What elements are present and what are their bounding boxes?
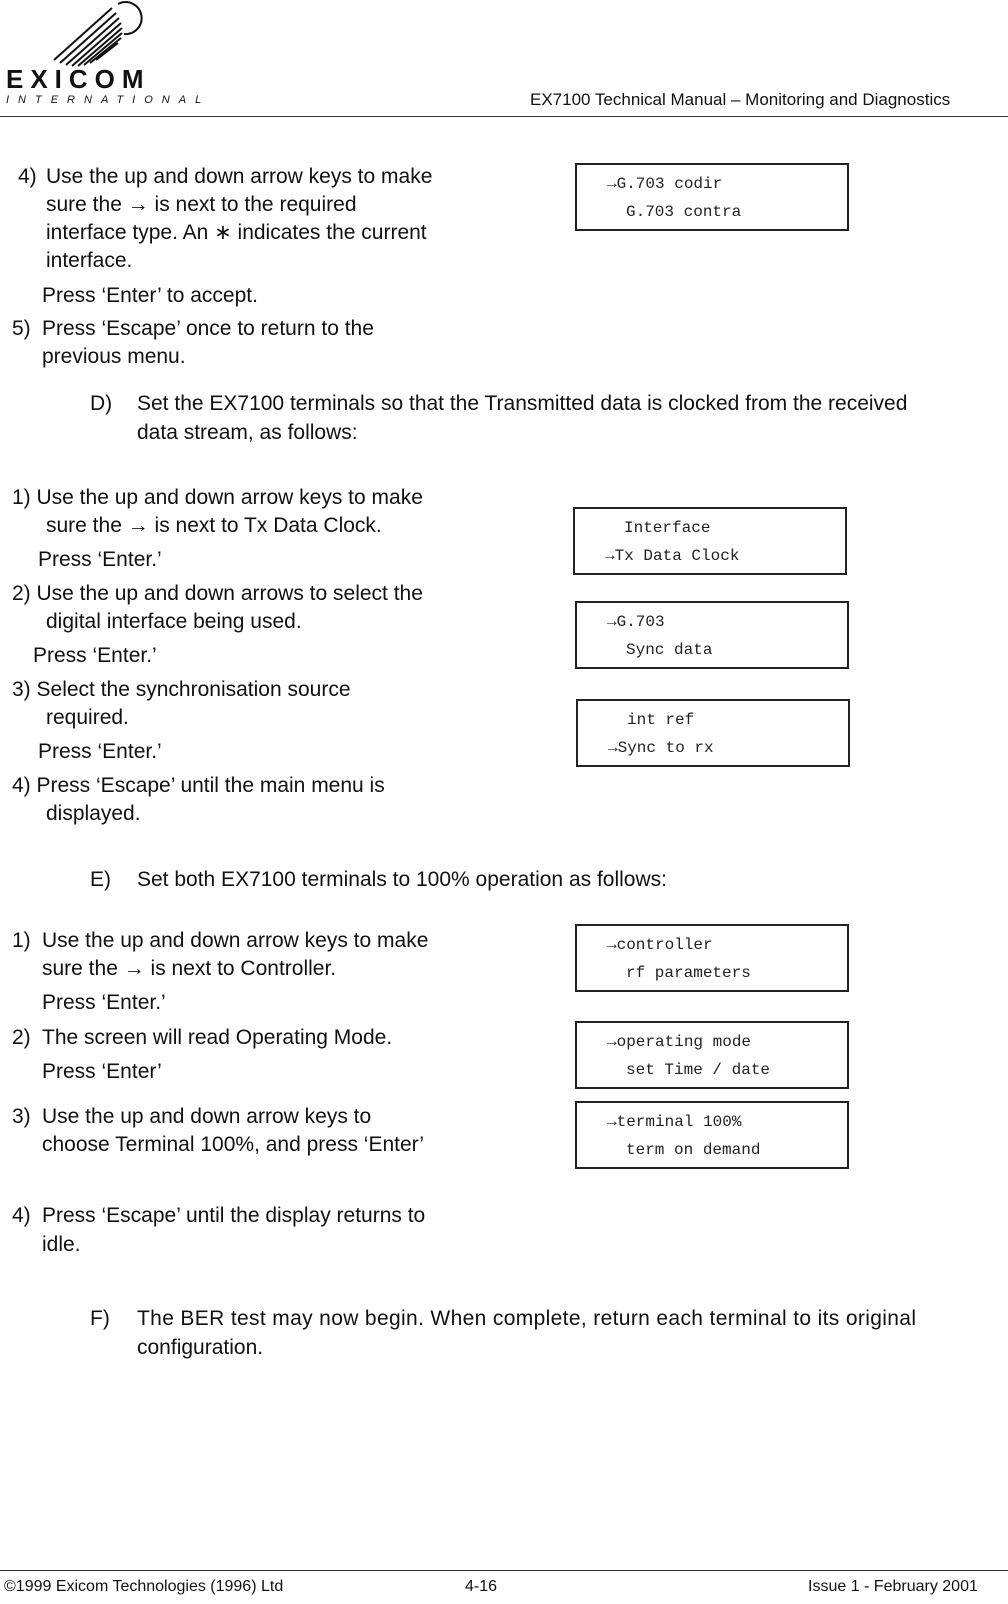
step-text: sure the → is next to the required — [46, 193, 357, 216]
step-num: 4) — [12, 1204, 31, 1227]
step-text: Use the up and down arrow keys to — [42, 1105, 372, 1128]
lcd-line-selected: →controller — [607, 936, 713, 954]
lcd-line: int ref — [627, 711, 695, 729]
step-text: idle. — [42, 1233, 81, 1256]
logo-subtitle: INTERNATIONAL — [6, 94, 211, 106]
section-text: configuration. — [137, 1336, 264, 1359]
section-label: E) — [90, 868, 111, 891]
step-text: previous menu. — [42, 345, 186, 368]
logo-wordmark: EXICOM — [6, 64, 151, 94]
footer-page-number: 4-16 — [465, 1578, 498, 1595]
lcd-screen — [576, 699, 850, 767]
step-press: Press ‘Enter’ — [42, 1060, 162, 1083]
lcd-line: rf parameters — [626, 964, 751, 982]
step-text: sure the → is next to Tx Data Clock. — [46, 514, 382, 537]
step-text: 4) Press ‘Escape’ until the main menu is — [12, 774, 385, 797]
lcd-line-selected: →Tx Data Clock — [605, 547, 740, 565]
step-text: required. — [46, 706, 129, 729]
lcd-screen — [575, 601, 849, 669]
step-text: sure the → is next to Controller. — [42, 957, 337, 980]
step-press: Press ‘Enter.’ — [38, 548, 162, 571]
lcd-line-selected: →terminal 100% — [607, 1113, 742, 1131]
step-press: Press ‘Enter.’ — [42, 991, 166, 1014]
step-num: 4) — [18, 165, 37, 188]
footer-copyright: ©1999 Exicom Technologies (1996) Ltd — [4, 1578, 284, 1595]
step-text: Press ‘Escape’ once to return to the — [42, 317, 374, 340]
step-text: The screen will read Operating Mode. — [42, 1026, 393, 1049]
lcd-screen — [575, 163, 849, 231]
section-text: Set the EX7100 terminals so that the Transmitted data is clocked from the received — [137, 392, 908, 415]
step-num: 1) — [12, 929, 31, 952]
step-press: Press ‘Enter’ to accept. — [42, 284, 258, 307]
lcd-line: set Time / date — [626, 1061, 771, 1079]
lcd-line: Interface — [624, 519, 711, 537]
step-text: 3) Select the synchronisation source — [12, 678, 351, 701]
lcd-line-selected: →Sync to rx — [608, 739, 714, 757]
step-text: displayed. — [46, 802, 141, 825]
step-text: interface type. An ∗ indicates the current — [46, 221, 427, 244]
step-text: 1) Use the up and down arrow keys to make — [12, 486, 423, 509]
lcd-line-selected: →operating mode — [607, 1033, 752, 1051]
step-num: 3) — [12, 1105, 31, 1128]
step-text: 2) Use the up and down arrows to select the — [12, 582, 423, 605]
section-text: data stream, as follows: — [137, 421, 358, 444]
lcd-line-selected: →G.703 — [607, 613, 665, 631]
section-label: D) — [90, 392, 113, 415]
section-text: Set both EX7100 terminals to 100% operation as follows: — [137, 868, 667, 891]
lcd-screen — [575, 1101, 849, 1169]
step-press: Press ‘Enter.’ — [33, 644, 157, 667]
lcd-line: Sync data — [626, 641, 713, 659]
lcd-screen — [575, 924, 849, 992]
footer-issue: Issue 1 - February 2001 — [808, 1578, 978, 1595]
logo — [6, 0, 211, 110]
lcd-screen — [573, 507, 847, 575]
step-text: digital interface being used. — [46, 610, 302, 633]
step-text: choose Terminal 100%, and press ‘Enter’ — [42, 1133, 425, 1156]
step-num: 2) — [12, 1026, 31, 1049]
lcd-line-selected: →G.703 codir — [607, 175, 723, 193]
step-text: interface. — [46, 249, 133, 272]
lcd-screen — [575, 1021, 849, 1089]
step-text: Use the up and down arrow keys to make — [46, 165, 433, 188]
header-rule — [0, 116, 1008, 117]
step-text: Use the up and down arrow keys to make — [42, 929, 429, 952]
section-label: F) — [90, 1307, 110, 1330]
header-title: EX7100 Technical Manual – Monitoring and Diagnostics — [530, 90, 951, 109]
step-text: Press ‘Escape’ until the display returns to — [42, 1204, 426, 1227]
lcd-line: term on demand — [626, 1141, 761, 1159]
lcd-line: G.703 contra — [626, 203, 742, 221]
exicom-globe-icon — [6, 0, 176, 70]
section-text: The BER test may now begin. When complete, return each terminal to its original — [137, 1307, 917, 1330]
step-num: 5) — [12, 317, 31, 340]
footer-rule — [0, 1570, 1008, 1571]
step-press: Press ‘Enter.’ — [38, 740, 162, 763]
